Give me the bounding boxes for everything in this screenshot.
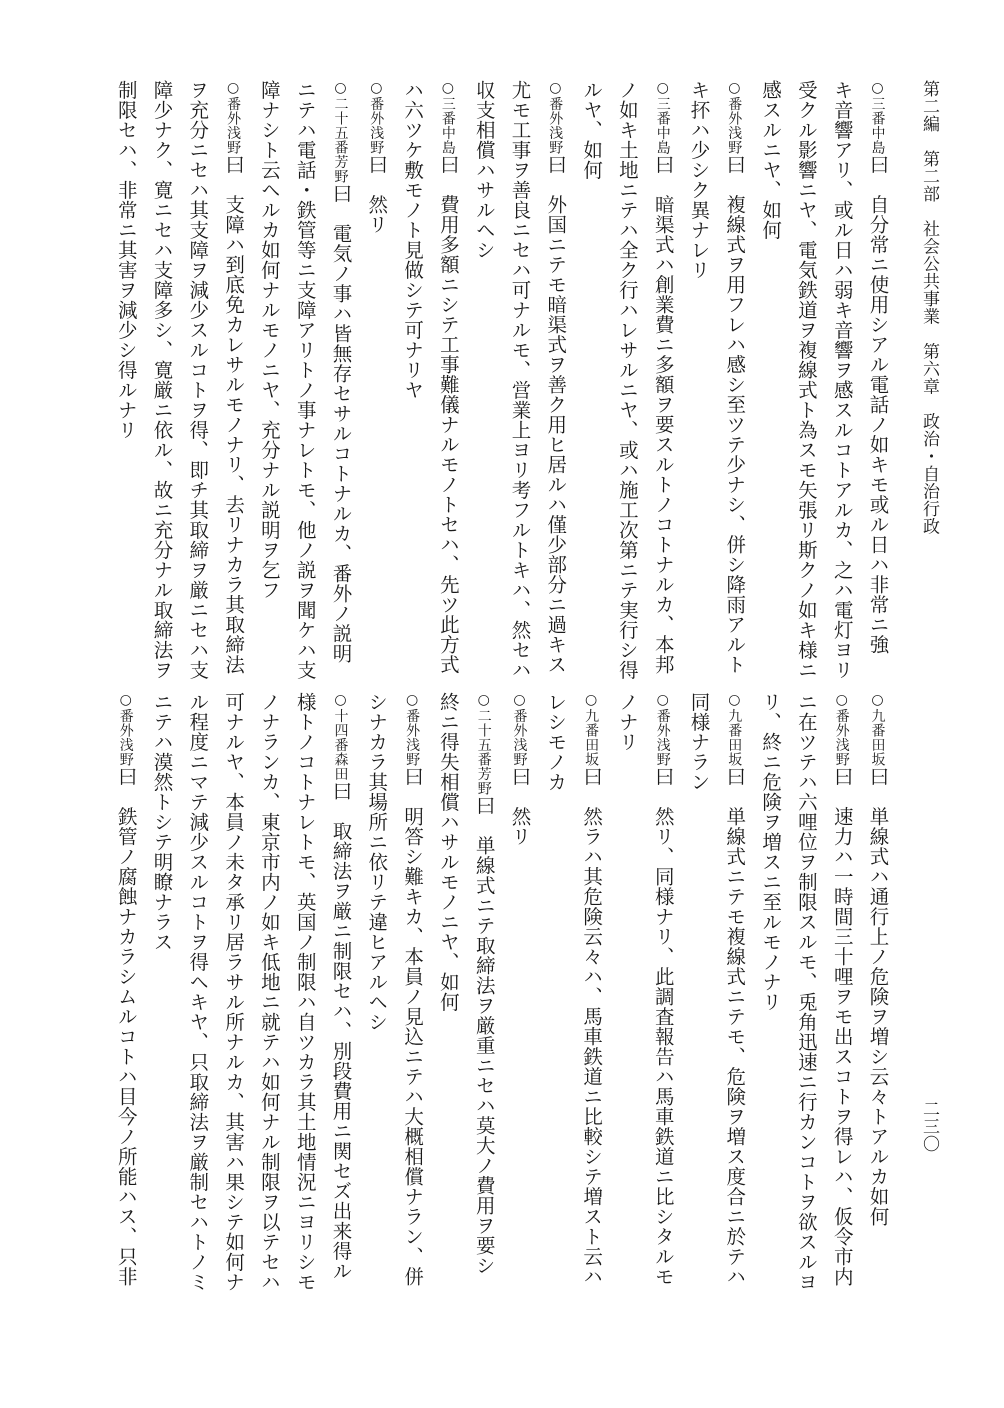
line-text: キ音響アリ、或ル日ハ弱キ音響ヲ感スルコトアルカ、之ハ電灯ヨリ	[830, 80, 854, 680]
text-column	[259, 80, 279, 600]
line-text: ノナリ	[615, 692, 639, 752]
line-text: 曰 然リ	[365, 154, 389, 235]
text-column	[224, 80, 244, 675]
line-text: ル程度ニマテ減少スルコトヲ得ヘキヤ、只取締法ヲ厳制セハトノミ	[186, 692, 210, 1292]
line-text: 曰 鉄管ノ腐蝕ナカラシムルコトハ目今ノ所能ハス、只非	[114, 766, 138, 1287]
speaker-label: ○九番田坂	[583, 692, 600, 767]
text-column	[295, 692, 315, 1292]
speaker-label: ○番外浅野	[404, 692, 421, 767]
line-text: 曰 支障ハ到底免カレサルモノナリ、去リナカラ其取締法	[222, 154, 246, 675]
text-column	[546, 80, 566, 675]
line-text: 様トノコトナレトモ、英国ノ制限ハ自ツカラ其土地情況ニヨリシモ	[293, 692, 317, 1292]
text-column	[582, 692, 602, 1287]
running-title: 第二編 第二部 社会公共事業 第六章 政治・自治行政	[919, 80, 939, 535]
line-text: キ抔ハ少シク異ナレリ	[687, 80, 711, 280]
line-text: 受クル影響ニヤ、電気鉄道ヲ複線式ト為スモ矢張リ斯クノ如キ様ニ	[794, 80, 818, 680]
line-text: ルヤ、如何	[580, 80, 604, 180]
line-text: ニ在ツテハ六哩位ヲ制限スルモ、兎角迅速ニ行カンコトヲ欲スルヨ	[794, 692, 818, 1292]
text-column	[796, 692, 816, 1292]
speaker-label: ○番外浅野	[368, 80, 385, 155]
line-text: リ、終ニ危険ヲ増スニ至ルモノナリ	[759, 692, 783, 1012]
line-text: 曰 複線式ヲ用フレハ感シ至ツテ少ナシ、併シ降雨アルト	[723, 154, 747, 675]
text-column	[761, 80, 781, 240]
speaker-label: ○番外浅野	[547, 80, 564, 155]
speaker-label: ○番外浅野	[225, 80, 242, 155]
line-text: 曰 単線式ニテ取締法ヲ厳重ニセハ莫大ノ費用ヲ要シ	[472, 795, 496, 1276]
line-text: 曰 取締法ヲ厳ニ制限セハ、別段費用ニ関セズ出来得ル	[329, 781, 353, 1281]
text-column	[832, 80, 852, 680]
speaker-label: ○番外浅野	[726, 80, 743, 155]
line-text: 曰 外国ニテモ暗渠式ヲ善ク用ヒ居ルハ僅少部分ニ過キス	[544, 154, 568, 675]
line-text: 可ナルヤ、本員ノ未タ承リ居ラサル所ナルカ、其害ハ果シテ如何ナ	[222, 692, 246, 1292]
text-column	[367, 80, 387, 235]
text-column	[188, 80, 208, 680]
line-text: 同様ナラン	[687, 692, 711, 792]
line-text: 曰 明答シ難キカ、本員ノ見込ニテハ大概相償ナラン、併	[401, 766, 425, 1287]
line-text: 尤モ工事ヲ善良ニセハ可ナルモ、営業上ヨリ考フルトキハ、然セハ	[508, 80, 532, 680]
line-text: ハ六ツケ敷モノト見做シテ可ナリヤ	[401, 80, 425, 400]
text-column	[617, 80, 637, 680]
speaker-label: ○三番中島	[439, 80, 456, 155]
speaker-label: ○三番中島	[869, 80, 886, 155]
speaker-label: ○三番中島	[654, 80, 671, 155]
text-column	[725, 692, 745, 1287]
line-text: 曰 暗渠式ハ創業費ニ多額ヲ要スルトノコトナルカ、本邦	[651, 154, 675, 675]
text-column	[796, 80, 816, 680]
line-text: 曰 然リ、同様ナリ、此調査報告ハ馬車鉄道ニ比シタルモ	[651, 766, 675, 1287]
speaker-label: ○番外浅野	[654, 692, 671, 767]
text-column	[116, 80, 136, 440]
speaker-label: ○十四番森田	[332, 692, 349, 781]
line-text: 感スルニヤ、如何	[759, 80, 783, 240]
line-text: 曰 単線式ハ通行上ノ危険ヲ増シ云々トアルカ如何	[866, 766, 890, 1227]
line-text: ニテハ漠然トシテ明瞭ナラス	[150, 692, 174, 952]
text-column	[367, 692, 387, 1032]
text-column	[510, 692, 530, 847]
text-column	[403, 80, 423, 400]
line-text: 曰 速力ハ一時間三十哩ヲモ出スコトヲ得レハ、仮令市内	[830, 766, 854, 1287]
speaker-label: ○番外浅野	[511, 692, 528, 767]
line-text: ニテハ電話・鉄管等ニ支障アリトノ事ナレトモ、他ノ説ヲ聞ケハ支	[293, 80, 317, 680]
text-column	[546, 692, 566, 792]
speaker-label: ○九番田坂	[869, 692, 886, 767]
text-column	[188, 692, 208, 1292]
line-text: 曰 自分常ニ使用シアル電話ノ如キモ或ル日ハ非常ニ強	[866, 154, 890, 655]
line-text: シナカラ其場所ニ依リテ違ヒアルヘシ	[365, 692, 389, 1032]
line-text: 曰 電気ノ事ハ皆無存セサルコトナルカ、番外ノ説明	[329, 183, 353, 664]
text-column	[224, 692, 244, 1292]
text-column	[617, 692, 637, 752]
text-column	[403, 692, 423, 1287]
text-column	[295, 80, 315, 680]
text-column	[761, 692, 781, 1012]
text-column	[582, 80, 602, 180]
text-column	[152, 80, 172, 680]
line-text: 収支相償ハサルヘシ	[472, 80, 496, 260]
text-column	[653, 692, 673, 1287]
line-text: 障少ナク、寛ニセハ支障多シ、寛厳ニ依ル、故ニ充分ナル取締法ヲ	[150, 80, 174, 680]
text-column	[689, 80, 709, 280]
line-text: 終ニ得失相償ハサルモノニヤ、如何	[436, 692, 460, 1012]
speaker-label: ○二十五番芳野	[475, 692, 492, 796]
text-column	[438, 692, 458, 1012]
text-column	[474, 692, 494, 1276]
speaker-label: ○番外浅野	[117, 692, 134, 767]
text-column	[331, 692, 351, 1281]
text-column	[331, 80, 351, 664]
line-text: 曰 然ラハ其危険云々ハ、馬車鉄道ニ比較シテ増スト云ハ	[580, 766, 604, 1287]
text-column	[510, 80, 530, 680]
text-column	[868, 692, 888, 1227]
line-text: 曰 然リ	[508, 766, 532, 847]
text-column	[152, 692, 172, 952]
text-column	[832, 692, 852, 1287]
text-column	[653, 80, 673, 675]
text-column	[725, 80, 745, 675]
line-text: 曰 費用多額ニシテ工事難儀ナルモノトセハ、先ツ此方式	[436, 154, 460, 675]
line-text: ノ如キ土地ニテハ全ク行ハレサルニヤ、或ハ施工次第ニテ実行シ得	[615, 80, 639, 680]
text-column	[868, 80, 888, 655]
page-number: 二三〇	[919, 1100, 939, 1153]
line-text: ノナランカ、東京市内ノ如キ低地ニ就テハ如何ナル制限ヲ以テセハ	[257, 692, 281, 1292]
speaker-label: ○二十五番芳野	[332, 80, 349, 184]
text-column	[259, 692, 279, 1292]
line-text: 制限セハ、非常ニ其害ヲ減少シ得ルナリ	[114, 80, 138, 440]
text-column	[116, 692, 136, 1287]
line-text: 障ナシト云ヘルカ如何ナルモノニヤ、充分ナル説明ヲ乞フ	[257, 80, 281, 600]
text-column	[438, 80, 458, 675]
text-column	[689, 692, 709, 792]
line-text: レシモノカ	[544, 692, 568, 792]
text-column	[474, 80, 494, 260]
line-text: ヲ充分ニセハ其支障ヲ減少スルコトヲ得、即チ其取締ヲ厳ニセハ支	[186, 80, 210, 680]
line-text: 曰 単線式ニテモ複線式ニテモ、危険ヲ増ス度合ニ於テハ	[723, 766, 747, 1287]
speaker-label: ○九番田坂	[726, 692, 743, 767]
speaker-label: ○番外浅野	[833, 692, 850, 767]
